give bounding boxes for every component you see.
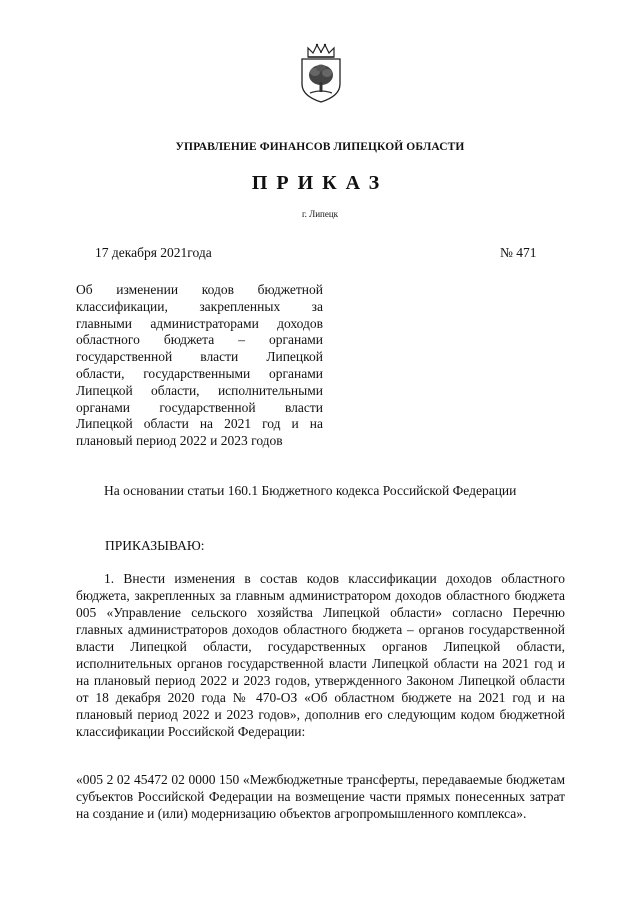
document-subject: Об изменении кодов бюджетной классификации, закрепленных за главными администраторами доходов областного бюджета – органами государственной власти Липецкой области, государственными органами Липецкой области, исполнительными органами государственной власти Липецкой области на 2021 год и на плановый период 2022 и 2023 годов [76,282,323,449]
document-date: 17 декабря 2021года [95,245,212,260]
document-title: ПРИКАЗ [251,172,389,194]
document-number: № 471 [500,245,537,260]
order-word: ПРИКАЗЫВАЮ: [105,538,205,553]
city: г. Липецк [301,209,339,219]
budget-code-paragraph: «005 2 02 45472 02 0000 150 «Межбюджетные трансферты, передаваемые бюджетам субъектов Российской Федерации на возмещение части прямых понесенных затрат на создание и (или) модернизацию объектов агропромышленного комплекса». [76,772,565,821]
organization-name: УПРАВЛЕНИЕ ФИНАНСОВ ЛИПЕЦКОЙ ОБЛАСТИ [175,141,465,153]
coat-of-arms-icon [296,42,346,104]
order-item-1: 1. Внести изменения в состав кодов классификации доходов областного бюджета, закрепленных за главным администратором доходов областного бюджета 005 «Управление сельского хозяйства Липецкой области» согласно Перечню главных администраторов доходов областного бюджета – органов государственной власти Липецкой области, государственных органов Липецкой области, исполнительных органов государственной власти Липецкой области на 2021 год и на плановый период 2022 и 2023 годов, утвержденного Законом Липецкой области от 18 декабря 2020 года № 470-ОЗ «Об областном бюджете на 2021 год и на плановый период 2022 и 2023 годов», дополнив его следующим кодом бюджетной классификации Российской Федерации: [76,571,565,739]
legal-basis-paragraph: На основании статьи 160.1 Бюджетного кодекса Российской Федерации [104,483,517,498]
